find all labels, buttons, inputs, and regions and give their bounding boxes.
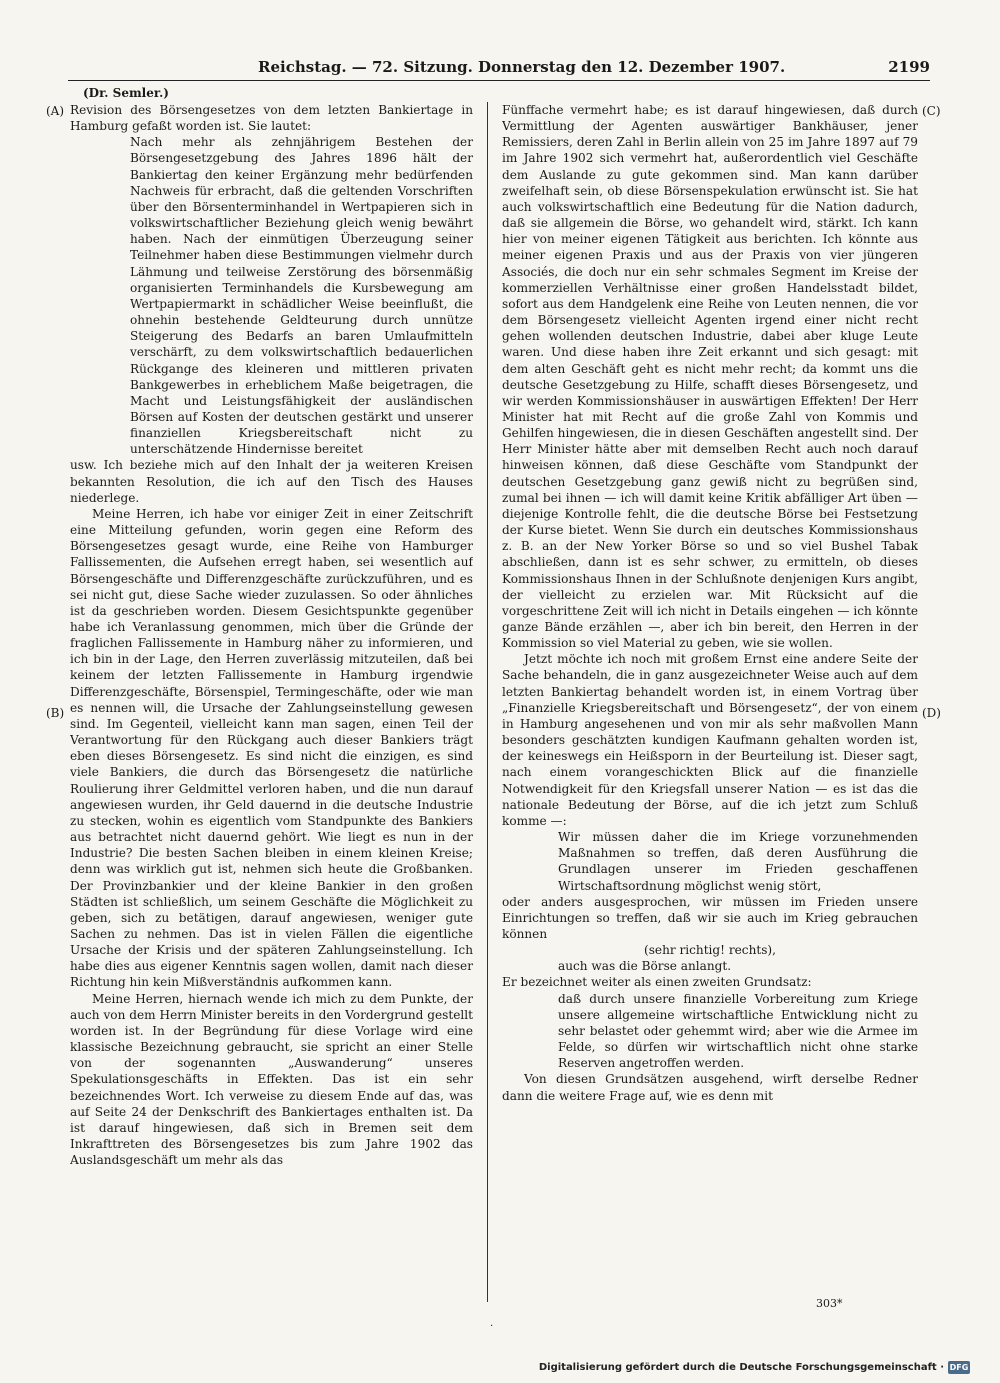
- paragraph: oder anders ausgesprochen, wir müssen im Frieden unsere Einrichtungen so treffen, daß wir sie auch im Krieg gebrauchen können: [502, 894, 918, 941]
- page-header: [68, 56, 930, 81]
- left-column: [70, 102, 473, 1292]
- column-end-dot: .: [490, 1318, 494, 1329]
- paragraph: Er bezeichnet weiter als einen zweiten Grundsatz:: [502, 975, 812, 990]
- paragraph: Revision des Börsengesetzes von dem letzten Bankiertage in Hamburg gefaßt worden ist. Sie lautet:: [70, 103, 473, 134]
- paragraph: Jetzt möchte ich noch mit großem Ernst eine andere Seite der Sache behandeln, die in ganz ausgezeichneter Weise auch auf dem letzten Bankiertag behandelt worden ist, in einem Vortrag über „Finanzielle Kriegsbereitschaft und Börsengesetz“, der von einem in Hamburg angesehenen und von mir als sehr maßvollen Mann besonders geschätzten kundigen Kaufmann gehalten worden ist, der keineswegs ein Heißsporn in der Beurteilung ist. Dieser sagt, nach einem vorangeschickten Blick auf die finanzielle Notwendigkeit für den Kriegsfall unserer Nation — es ist das die nationale Bedeutung der Börse, auf die ich jetzt zum Schluß komme —:: [502, 652, 918, 828]
- paragraph: usw. Ich beziehe mich auf den Inhalt der ja weiteren Kreisen bekannten Resolution, die ich auf den Tisch des Hauses niederlege.: [70, 458, 473, 505]
- speaker-label: (Dr. Semler.): [83, 86, 169, 100]
- margin-marker-a: (A): [46, 104, 65, 118]
- signature-mark: 303*: [816, 1297, 843, 1310]
- paragraph: Meine Herren, hiernach wende ich mich zu dem Punkte, der auch von dem Herrn Minister bereits in den Vordergrund gestellt worden ist. In der Begründung für diese Vorlage wird eine klassische Bezeichnung gebraucht, sie spricht an einer Stelle von der sogenannten „Auswanderung“ unseres Spekulationsgeschäfts in Effekten. Das ist ein sehr bezeichnendes Wort. Ich verweise zu diesem Ende auf das, was auf Seite 24 der Denkschrift des Bankiertages enthalten ist. Da ist darauf hingewiesen, daß sich in Bremen seit dem Inkrafttreten des Börsengesetzes bis zum Jahre 1902 das Auslandsgeschäft um mehr als das: [70, 991, 473, 1168]
- margin-marker-d: (D): [922, 706, 941, 720]
- block-quote: Wir müssen daher die im Kriege vorzunehmenden Maßnahmen so treffen, daß deren Ausführung die Grundlagen unserer im Frieden geschaffenen Wirtschaftsordnung möglichst wenig stört,: [558, 830, 918, 893]
- paragraph: auch was die Börse anlangt.: [558, 959, 732, 974]
- paragraph: Von diesen Grundsätzen ausgehend, wirft derselbe Redner dann die weitere Frage auf, wie es denn mit: [502, 1072, 918, 1103]
- header-title: Reichstag. — 72. Sitzung. Donnerstag den 12. Dezember 1907.: [258, 58, 786, 76]
- footer-credit: [539, 1359, 970, 1375]
- page-number: 2199: [888, 58, 930, 76]
- right-column: [502, 102, 918, 1292]
- paragraph: Meine Herren, ich habe vor einiger Zeit in einer Zeitschrift eine Mitteilung gefunden, worin gegen eine Reform des Börsengesetzes gesagt wurde, eine Reihe von Hamburger Fallissementen, die Aufsehen erregt haben, sei wesentlich auf Börsengeschäfte und Differenzgeschäfte zurückzuführen, und es sei nicht gut, diese Sache wieder zuzulassen. So oder ähnliches ist da geschrieben worden. Diesem Gesichtspunkte gegenüber habe ich Veranlassung genommen, mich über die Gründe der fraglichen Fallissemente in Hamburg näher zu informieren, und ich bin in der Lage, den Herren zuverlässig mitzuteilen, daß bei keinem der letzten Fallissemente in Hamburg irgendwie Differenzgeschäfte, Börsenspiel, Termingeschäfte, oder wie man es nennen will, die Ursache der Zahlungseinstellung gewesen sind. Im Gegenteil, vielleicht kann man sagen, einen Teil der Verantwortung für den Rückgang auch dieser Bankiers trägt eben dieses Börsengesetz. Es sind nicht die einzigen, es sind viele Bankiers, die durch das Börsengesetz die natürliche Roulierung ihrer Geldmittel verloren haben, und die nun darauf angewiesen wurden, ihr Geld dauernd in die deutsche Industrie zu stecken, wohin es eigentlich vom Standpunkte des Bankiers aus betrachtet nicht dauernd gehört. Wie liegt es nun in der Industrie? Die besten Sachen bleiben in einem kleinen Kreise; denn was wirklich gut ist, nehmen sich heute die Großbanken. Der Provinzbankier und der kleine Bankier in den großen Städten ist schließlich, um seinem Geschäfte die Möglichkeit zu geben, sich zu betätigen, darauf angewiesen, weniger gute Sachen zu nehmen. Das ist in vielen Fällen die eigentliche Ursache der Krisis und der späteren Zahlungseinstellung. Ich habe dies aus eigener Kenntnis sagen wollen, damit nach dieser Richtung hin kein Mißverständnis aufkommen kann.: [70, 506, 473, 990]
- dfg-logo-icon: DFG: [949, 1362, 969, 1372]
- block-quote: Nach mehr als zehnjährigem Bestehen der Börsengesetzgebung des Jahres 1896 hält der Bankiertag den keiner Ergänzung mehr bedürfenden Nachweis für erbracht, daß die geltenden Vorschriften über den Börsenterminhandel in Wertpapieren sich in volkswirtschaftlicher Beziehung gleich wenig bewährt haben. Nach der einmütigen Überzeugung seiner Teilnehmer haben diese Bestimmungen vielmehr durch Lähmung und teilweise Zerstörung des börsenmäßig organisierten Terminhandels die Kursbewegung am Wertpapiermarkt in schädlicher Weise beeinflußt, die ohnehin bestehende Geldteurung durch unnütze Steigerung des Bedarfs an baren Umlaufmitteln verschärft, zu dem volkswirtschaftlich bedauerlichen Rückgange des kleineren und mittleren privaten Bankgewerbes in erheblichem Maße beigetragen, die Macht und Leistungsfähigkeit der ausländischen Börsen auf Kosten der deutschen gestärkt und unserer finanziellen Kriegsbereitschaft nicht zu unterschätzende Hindernisse bereitet: [130, 135, 473, 457]
- interjection: (sehr richtig! rechts),: [643, 943, 776, 958]
- paragraph: Fünffache vermehrt habe; es ist darauf hingewiesen, daß durch Vermittlung der Agenten auswärtiger Bankhäuser, jener Remissiers, deren Zahl in Berlin allein von 25 im Jahre 1897 auf 79 im Jahre 1902 sich vermehrt hat, außerordentlich viel Geschäfte dem Auslande zu gute gekommen sind. Man kann darüber zweifelhaft sein, ob diese Börsenspekulation erwünscht ist. Sie hat auch volkswirtschaftlich eine Bedeutung für die Nation dadurch, daß sie allgemein die Börse, wo gehandelt wird, stärkt. Ich kann hier von meiner eigenen Tätigkeit aus berichten. Ich könnte aus meiner eigenen Praxis und aus der Praxis von vier jüngeren Associés, die doch nur ein sehr schmales Segment im Kreise der kommerziellen Verhältnisse einer großen Handelsstadt bildet, sofort aus dem Handgelenk eine Reihe von Leuten nennen, die vor dem Börsengesetz vielleicht Agenten irgend einer nicht recht gehen wollenden deutschen Industrie, dabei aber kluge Leute waren. Und diese haben ihre Zeit erkannt und sich gesagt: mit dem alten Geschäft geht es nicht mehr recht; da kommt uns die deutsche Gesetzgebung zu Hilfe, schafft dieses Börsengesetz, und wir werden Kommissionshäuser in auswärtigen Effekten! Der Herr Minister hat mit Recht auf die große Zahl von Kommis und Gehilfen hingewiesen, die in diesen Geschäften angestellt sind. Der Herr Minister hätte aber mit demselben Recht auch noch darauf hinweisen können, daß diese Geschäfte vom Standpunkt der deutschen Gesetzgebung ganz gewiß nicht zu begrüßen sind, zumal bei ihnen — ich will damit keine Kritik abfälliger Art üben — diejenige Kontrolle fehlt, die die deutsche Börse bei Festsetzung der Kurse bietet. Wenn Sie durch ein deutsches Kommissionshaus z. B. an der New Yorker Börse so und so viel Bushel Tabak abschließen, dann ist es sehr schwer, zu ermitteln, ob dieses Kommissionshaus Ihnen in der Schlußnote denjenigen Kurs angibt, der vielleicht zu erzielen war. Mit Rücksicht auf die vorgeschrittene Zeit will ich nicht in Details eingehen — ich könnte ganze Bände erzählen —, aber ich bin bereit, den Herren in der Kommission so viel Material zu geben, wie sie wollen.: [502, 103, 918, 651]
- block-quote: daß durch unsere finanzielle Vorbereitung zum Kriege unsere allgemeine wirtschaftliche Entwicklung nicht zu sehr belastet oder gehemmt wird; aber wie die Armee im Felde, so dürfen wir wirtschaftlich nicht ohne starke Reserven angetroffen werden.: [558, 991, 918, 1071]
- margin-marker-b: (B): [46, 706, 65, 720]
- column-divider: [487, 102, 488, 1302]
- margin-marker-c: (C): [922, 104, 941, 118]
- footer-text: Digitalisierung gefördert durch die Deutsche Forschungsgemeinschaft ·: [538, 1361, 944, 1373]
